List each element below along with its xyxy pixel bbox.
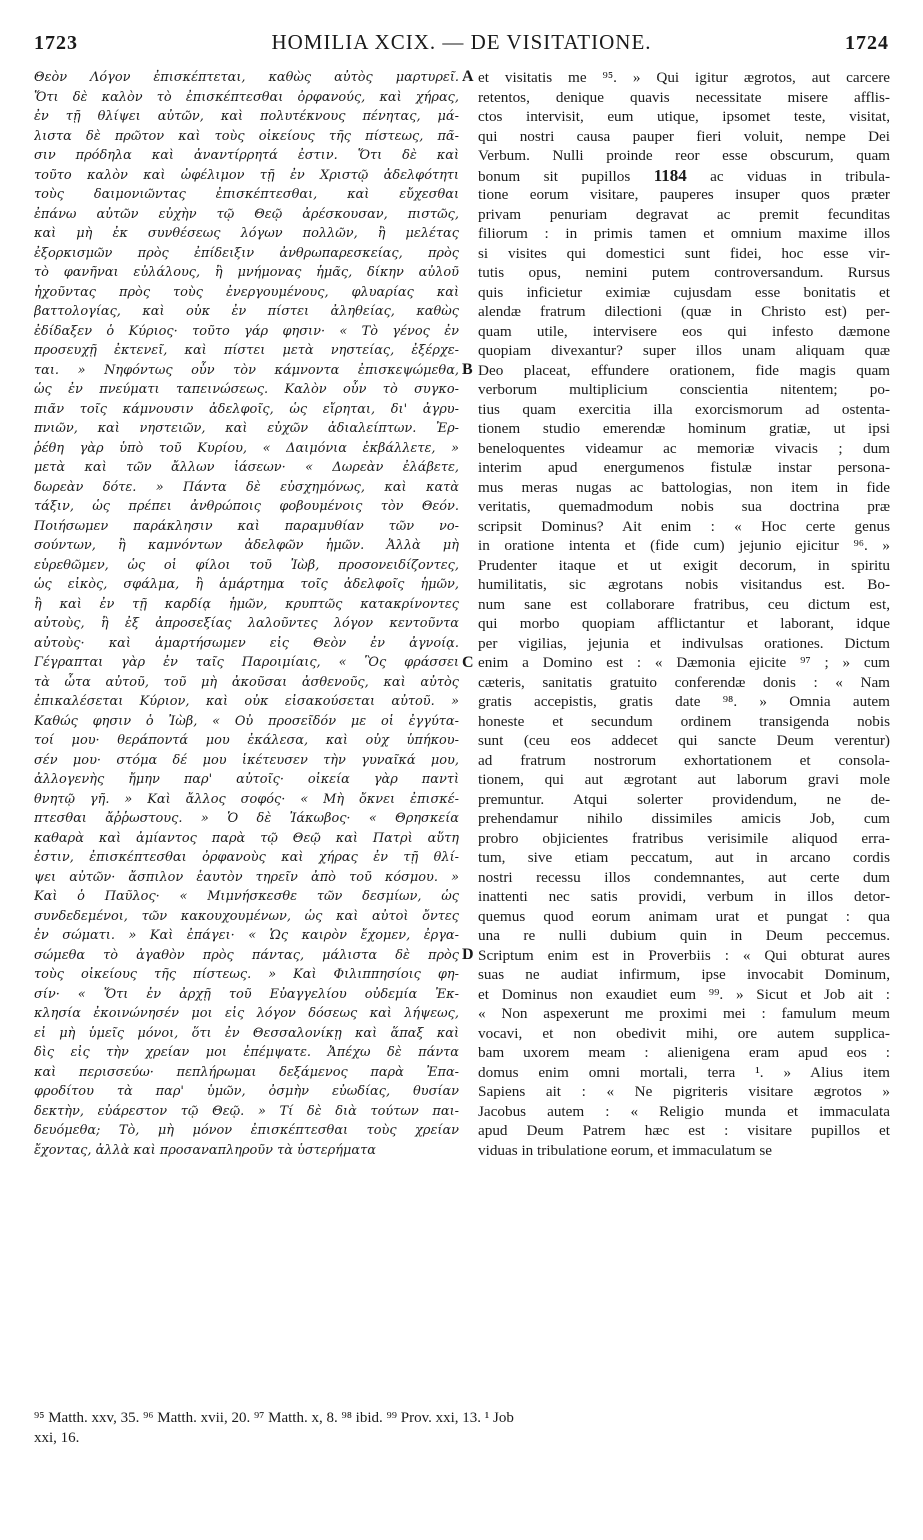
greek-text-line: τοὺς δαιμονιῶντας ἐπισκέπτεσθαι, καὶ εὔχεσθαι bbox=[34, 187, 459, 202]
latin-text-line: bam uxorem meam : alienigena eram apud eos : bbox=[478, 1044, 890, 1061]
greek-text-line: βαττολογίας, καὶ οὐκ ἐν πίστει ἀληθείας, καθὼς bbox=[34, 304, 459, 319]
latin-text-line: suas ne audiat infirmum, ipse invocabit Dominum, bbox=[478, 966, 890, 983]
latin-text-line: num sane est collaborare fratribus, ceu dictum est, bbox=[478, 595, 890, 613]
greek-text-line: Ποιήσωμεν παράκλησιν καὶ παραμυθίαν τῶν νο- bbox=[34, 518, 459, 534]
latin-text-line: enim a Domino est : « Dæmonia ejicite ⁹⁷ ; » cum bbox=[478, 654, 890, 671]
greek-text-line: δωρεὰν δότε. » Πάντα δὲ εὐσχημόνως, καὶ κατὰ bbox=[34, 479, 459, 495]
greek-text-line: αὐτοὺς· καὶ ἁμαρτήσωμεν εἰς Θεὸν ἐν ἀγνοίᾳ. bbox=[34, 635, 459, 651]
right-column-number: 1724 bbox=[844, 32, 889, 54]
greek-text-line: ὡς ἐν πνεύματι ταπεινώσεως. Καλὸν οὖν τὸ συγκο- bbox=[34, 382, 459, 397]
greek-text-line: Καὶ ὁ Παῦλος· « Μιμνήσκεσθε τῶν δεσμίων, ὡς bbox=[34, 889, 459, 904]
latin-text-line: per vigilias, jejunia et indivulsas orationes. Dictum bbox=[478, 634, 890, 652]
latin-text-line: veritatis, quemadmodum nobis sua doctrina præ bbox=[478, 498, 890, 515]
latin-text-line: gratis accepistis, gratis date ⁹⁸. » Omnia autem bbox=[478, 693, 890, 710]
latin-text-line: una re nulli dubium quin in Deum peccemus. bbox=[478, 927, 890, 944]
greek-text-line: καθαρὰ καὶ ἀμίαντος παρὰ τῷ Θεῷ καὶ Πατρὶ αὕτη bbox=[34, 830, 459, 846]
latin-text-line: interim apud energumenos fistulæ instar persona- bbox=[478, 459, 890, 476]
greek-text-line: δὶς εἰς τὴν χρείαν μοι ἐπέμψατε. Ἀπέχω δὲ πάντα bbox=[34, 1045, 459, 1060]
greek-text-line: σιν πρόδηλα καὶ ἀναντίρρητά ἐστιν. Ὅτι δὲ καὶ bbox=[34, 148, 459, 163]
greek-text-line: ἐν τῇ θλίψει αὐτῶν, καὶ πολυτέκνους πένητας, μά- bbox=[34, 109, 459, 124]
greek-text-line: δευόμεθα; Τὸ, μὴ μόνον ἐπισκέπτεσθαι τοὺς χρείαν bbox=[34, 1123, 459, 1138]
greek-text-column bbox=[34, 68, 459, 1160]
latin-text-line: scripsit Dominus? Ait enim : « Hoc certe genus bbox=[478, 517, 890, 535]
greek-text-line: πνιῶν, καὶ νηστειῶν, καὶ εὐχῶν ἀδιαλείπτων. Ἐρ- bbox=[34, 421, 459, 436]
latin-text-line: « Non aspexerunt me proximi mei : famulum meum bbox=[478, 1005, 890, 1022]
latin-text-line: prehendamur nihilo dissimiles amicis Job, cum bbox=[478, 810, 890, 827]
latin-text-line: viduas in tribulatione eorum, et immaculatum se bbox=[478, 1141, 772, 1159]
greek-text-line: πτεσθαι ἄῤῥωστους. » Ὁ δὲ Ἰάκωβος· « Θρησκεία bbox=[34, 811, 459, 826]
greek-text-line: Θεὸν Λόγον ἐπισκέπτεται, καθὼς αὐτὸς μαρτυρεῖ. bbox=[34, 70, 459, 85]
latin-text-line: privam penuriam degravat ac premit fecunditas bbox=[478, 205, 890, 223]
latin-text-line: tius quam exercitia illa exorcismorum ad ostenta- bbox=[478, 400, 890, 418]
greek-text-line: αὐτοὺς, ἢ ἐξ ἀπροσεξίας λαλοῦντες λόγον κεντοῦντα bbox=[34, 616, 459, 631]
greek-text-line: ἐξορκισμῶν πρὸς ἐπίδειξιν ἀνθρωπαρεσκείας, πρὸς bbox=[34, 245, 459, 261]
latin-text-line: verborum multiplicium conscientia nitentem; po- bbox=[478, 381, 890, 398]
latin-text-line: mus meras nugas ac battologias, non item in fide bbox=[478, 478, 890, 496]
greek-text-line: ἐστιν, ἐπισκέπτεσθαι ὀρφανοὺς καὶ χήρας ἐν τῇ θλί- bbox=[34, 850, 459, 865]
greek-text-line: Ὅτι δὲ καλὸν τὸ ἐπισκέπτεσθαι ὀρφανούς, καὶ χήρας, bbox=[34, 89, 459, 105]
greek-text-line: καὶ μὴ ἐκ συνθέσεως λόγων πολλῶν, ἢ μελέτας bbox=[34, 226, 459, 241]
greek-text-line: σώμεθα τὸ ἀγαθὸν πρὸς πάντας, μάλιστα δὲ πρὸς bbox=[34, 947, 459, 963]
latin-text-line: sunt (ceu eos addecet qui sancte Deum verentur) bbox=[478, 732, 890, 749]
latin-text-line: humilitatis, sic ægrotans nobis visitandus est. Bo- bbox=[478, 576, 890, 593]
latin-text-line: tionem studio emerendæ hominum gratiæ, ut ipsi bbox=[478, 420, 890, 437]
greek-text-line: τὰ ὦτα αὐτοῦ, τοῦ μὴ ἀκοῦσαι ἀσθενοῦς, καὶ αὐτὸς bbox=[34, 674, 459, 690]
latin-text-column bbox=[478, 68, 890, 1160]
greek-text-line: τάξιν, ὡς πρέπει ἀνθρώποις φοβουμένοις τὸν Θεόν. bbox=[34, 499, 459, 514]
greek-text-line: μετὰ καὶ τῶν ἄλλων ἰάσεων· « Δωρεὰν ἐλάβετε, bbox=[34, 460, 459, 475]
greek-text-line: ἔχοντας, ἀλλὰ καὶ προσαναπληροῦν τὰ ὑστερήματα bbox=[34, 1142, 376, 1158]
latin-text-line: cæteris, sanitatis gratuito conferendæ donis : « Nam bbox=[478, 673, 890, 691]
latin-text-line: tione eorum visitare, pauperes insuper quos præter bbox=[478, 186, 890, 203]
margin-letter-d: D bbox=[462, 946, 474, 963]
latin-text-line: retentos, denique quavis necessitate misere afflis- bbox=[478, 88, 890, 106]
margin-letter-c: C bbox=[462, 654, 474, 671]
latin-text-line: Scriptum enim est in Proverbiis : « Qui obturat aures bbox=[478, 946, 890, 964]
greek-text-line: ἢ καὶ ἐν τῇ καρδίᾳ ἡμῶν, κρυπτῶς κατακρίνοντες bbox=[34, 596, 459, 612]
margin-letter-b: B bbox=[462, 361, 473, 378]
latin-text-line: qui morbo quopiam afflictantur et laborant, idque bbox=[478, 615, 890, 632]
greek-text-line: ἐν σώματι. » Καὶ ἐπάγει· « Ὡς καιρὸν ἔχομεν, ἐργα- bbox=[34, 928, 459, 943]
latin-text-line: beneloquentes videamur ac memoriæ vivacis ; dum bbox=[478, 439, 890, 457]
footnote-line: xxi, 16. bbox=[34, 1430, 80, 1446]
greek-text-line: ται. » Νηφόντως οὖν τὸν κάμνοντα ἐπισκεψώμεθα, bbox=[34, 362, 459, 378]
left-column-number: 1723 bbox=[34, 32, 78, 54]
running-header bbox=[34, 30, 889, 56]
greek-text-line: ἐδίδαξεν ὁ Κύριος· τοῦτο γάρ φησιν· « Τὸ γένος ἐν bbox=[34, 323, 459, 339]
latin-text-line: alendæ fratrum dilectioni (quæ in Christo est) per- bbox=[478, 303, 890, 320]
latin-text-line: Prudenter itaque et ut exigit decorum, in spiritu bbox=[478, 556, 890, 574]
latin-text-line: Verbum. Nulli proinde reor esse obscurum, quam bbox=[478, 147, 890, 164]
greek-text-line: πιᾶν τοῖς κάμνουσιν ἀδελφοῖς, ὡς εἴρηται, δι' ἀγρυ- bbox=[34, 401, 459, 417]
latin-text-line: si visites qui domestici sunt fidei, hoc esse vir- bbox=[478, 244, 890, 262]
greek-text-line: ῥέθη γὰρ ὑπὸ τοῦ Κυρίου, « Δαιμόνια ἐκβάλλετε, » bbox=[34, 440, 459, 456]
latin-text-line: Sapiens ait : « Ne pigriteris visitare ægrotos » bbox=[478, 1083, 890, 1100]
latin-text-line: filiorum : in primis tamen et omnium maxime illos bbox=[478, 225, 890, 242]
greek-text-line: θνητῷ γῆ. » Καὶ ἄλλος σοφός· « Μὴ ὄκνει ἐπισκέ- bbox=[34, 791, 459, 807]
latin-text-line: vocavi, et non obedivit mihi, ore autem supplica- bbox=[478, 1024, 890, 1042]
greek-text-line: ψει αὐτῶν· ἄσπιλον ἑαυτὸν τηρεῖν ἀπὸ τοῦ κόσμου. » bbox=[34, 869, 459, 885]
greek-text-line: ἀλλογενὴς ἤμην παρ' αὐτοῖς· οἰκεία γὰρ παντὶ bbox=[34, 772, 459, 787]
latin-text-line: quopiam divexantur? super illos unam aliquam quæ bbox=[478, 342, 890, 359]
latin-text-line: et visitatis me ⁹⁵. » Qui igitur ægrotos, aut carcere bbox=[478, 69, 890, 86]
latin-text-line: ctos intervisit, eum utique, ipsomet teste, visitat, bbox=[478, 108, 890, 125]
latin-text-line: tum, sive etiam peccatum, aut in arcano cordis bbox=[478, 849, 890, 866]
latin-text-line: quam utile, intervisere eos qui infesto dæmone bbox=[478, 322, 890, 340]
greek-text-line: καὶ περισσεύω· πεπλήρωμαι δεξάμενος παρὰ Ἐπα- bbox=[34, 1064, 459, 1080]
inline-column-number: 1184 bbox=[653, 165, 687, 185]
latin-text-line: nostri recessu illos condemnantes, aut certe dum bbox=[478, 868, 890, 886]
latin-text-line: bonum sit pupillos 1184 ac viduas in tribula- bbox=[478, 165, 890, 185]
greek-text-line: λιστα δὲ πρῶτον καὶ τοὺς οἰκείους τῆς πίστεως, πᾶ- bbox=[34, 128, 459, 144]
latin-text-line: apud Deum Patrem hæc est : visitare pupillos et bbox=[478, 1122, 890, 1139]
greek-text-line: ἐπάνω αὐτῶν εὐχὴν τῷ Θεῷ ἀρέσκουσαν, πιστῶς, bbox=[34, 206, 459, 222]
greek-text-line: σίν· « Ὅτι ἐν ἀρχῇ τοῦ Εὐαγγελίου οὐδεμία Ἐκ- bbox=[34, 986, 459, 1002]
greek-text-line: δεκτὴν, εὐάρεστον τῷ Θεῷ. » Τί δὲ διὰ τούτων παι- bbox=[34, 1103, 459, 1119]
greek-text-line: φροδίτου τὰ παρ' ὑμῶν, ὀσμὴν εὐωδίας, θυσίαν bbox=[34, 1084, 459, 1099]
greek-text-line: σούντων, ἢ καμνόντων ἀδελφῶν ἡμῶν. Ἀλλὰ μὴ bbox=[34, 538, 459, 553]
greek-text-line: σέν μου· στόμα δέ μου ἱκέτευσεν τὴν γυναῖκά μου, bbox=[34, 752, 459, 768]
latin-text-line: tutis opus, nemini putem controversandum. Rursus bbox=[478, 264, 890, 281]
greek-text-line: κλησία ἐκοινώνησέν μοι εἰς λόγον δόσεως καὶ λήψεως, bbox=[34, 1006, 459, 1021]
latin-text-line: Deo placeat, effundere orationem, fide magis quam bbox=[478, 361, 890, 379]
page-title: HOMILIA XCIX. — DE VISITATIONE. bbox=[271, 30, 652, 54]
margin-letter-a: A bbox=[462, 68, 474, 85]
latin-text-line: quemus quod eorum animam urat et pungat : qua bbox=[478, 907, 890, 925]
latin-text-line: qui nostri causa pauper fieri voluit, nempe Dei bbox=[478, 127, 890, 145]
latin-text-line: tionem, qui aut ægrotant aut laborum gravi mole bbox=[478, 771, 890, 788]
latin-text-line: honeste et secundum ordinem transigenda nobis bbox=[478, 712, 890, 730]
greek-text-line: εὑρεθῶμεν, ὡς οἱ φίλοι τοῦ Ἰὼβ, προσονειδίζοντες, bbox=[34, 557, 459, 573]
greek-text-line: συνδεδεμένοι, τῶν κακουχουμένων, ὡς καὶ αὐτοὶ ὄντες bbox=[34, 908, 459, 924]
greek-text-line: τοί μου· θεράποντά μου ἐκάλεσα, καὶ οὐχ ὑπήκου- bbox=[34, 733, 459, 748]
greek-text-line: τοὺς οἰκείους τῆς πίστεως. » Καὶ Φιλιππησίοις φη- bbox=[34, 967, 459, 982]
latin-text-line: ad fratrum nostrorum exhortationem et consola- bbox=[478, 751, 890, 769]
greek-text-line: τοῦτο καλὸν καὶ ὠφέλιμον τῇ ἐν Χριστῷ ἀδελφότητι bbox=[34, 167, 459, 183]
greek-text-line: Καθώς φησιν ὁ Ἰὼβ, « Οὐ προσεῖδόν με οἱ ἐγγύτα- bbox=[34, 713, 459, 729]
greek-text-line: ὡς εἰκὸς, σφάλμα, ἢ ἁμάρτημα τοῖς ἀδελφοῖς ἡμῶν, bbox=[34, 577, 459, 592]
greek-text-line: ἠχοῦντας πρὸς τοὺς ἐνεργουμένους, φλυαρίας καὶ bbox=[34, 284, 459, 300]
greek-text-line: προσευχῇ ἐκτενεῖ, καὶ πίστει μετὰ νηστείας, ἐξέρχε- bbox=[34, 343, 459, 358]
greek-text-line: τὸ φανῆναι εὐλάλους, ἢ μνήμονας ἡμᾶς, δίκην αὐλοῦ bbox=[34, 265, 459, 280]
latin-text-line: premuntur. Atqui solerter providendum, ne de- bbox=[478, 790, 890, 808]
footnote-line: ⁹⁵ Matth. xxv, 35. ⁹⁶ Matth. xvii, 20. ⁹⁷ Matth. x, 8. ⁹⁸ ibid. ⁹⁹ Prov. xxi, 13. ¹ Job bbox=[34, 1410, 514, 1426]
greek-text-line: Γέγραπται γὰρ ἐν ταῖς Παροιμίαις, « Ὃς φράσσει bbox=[34, 655, 459, 670]
latin-text-line: inattenti nec satis providi, verbum in illos detor- bbox=[478, 888, 890, 905]
footnotes bbox=[34, 1408, 894, 1448]
latin-text-line: probro objicientes fratribus verisimile aliquod erra- bbox=[478, 829, 890, 847]
latin-text-line: in oratione intenta et (fide cum) jejunio ejicitur ⁹⁶. » bbox=[478, 537, 890, 554]
latin-text-line: et Dominus non exaudiet eum ⁹⁹. » Sicut et Job ait : bbox=[478, 985, 890, 1003]
latin-text-line: domus enim omni mortali, terra ¹. » Alius item bbox=[478, 1063, 890, 1081]
latin-text-line: quis inficietur eximiæ cujusdam esse bonitatis et bbox=[478, 283, 890, 301]
greek-text-line: εἰ μὴ ὑμεῖς μόνοι, ὅτι ἐν Θεσσαλονίκῃ καὶ ἅπαξ καὶ bbox=[34, 1025, 459, 1041]
latin-text-line: Jacobus autem : « Religio munda et immaculata bbox=[478, 1102, 890, 1120]
greek-text-line: ἐπικαλέσεται Κύριον, καὶ οὐκ εἰσακούσεται αὐτοῦ. » bbox=[34, 694, 459, 709]
